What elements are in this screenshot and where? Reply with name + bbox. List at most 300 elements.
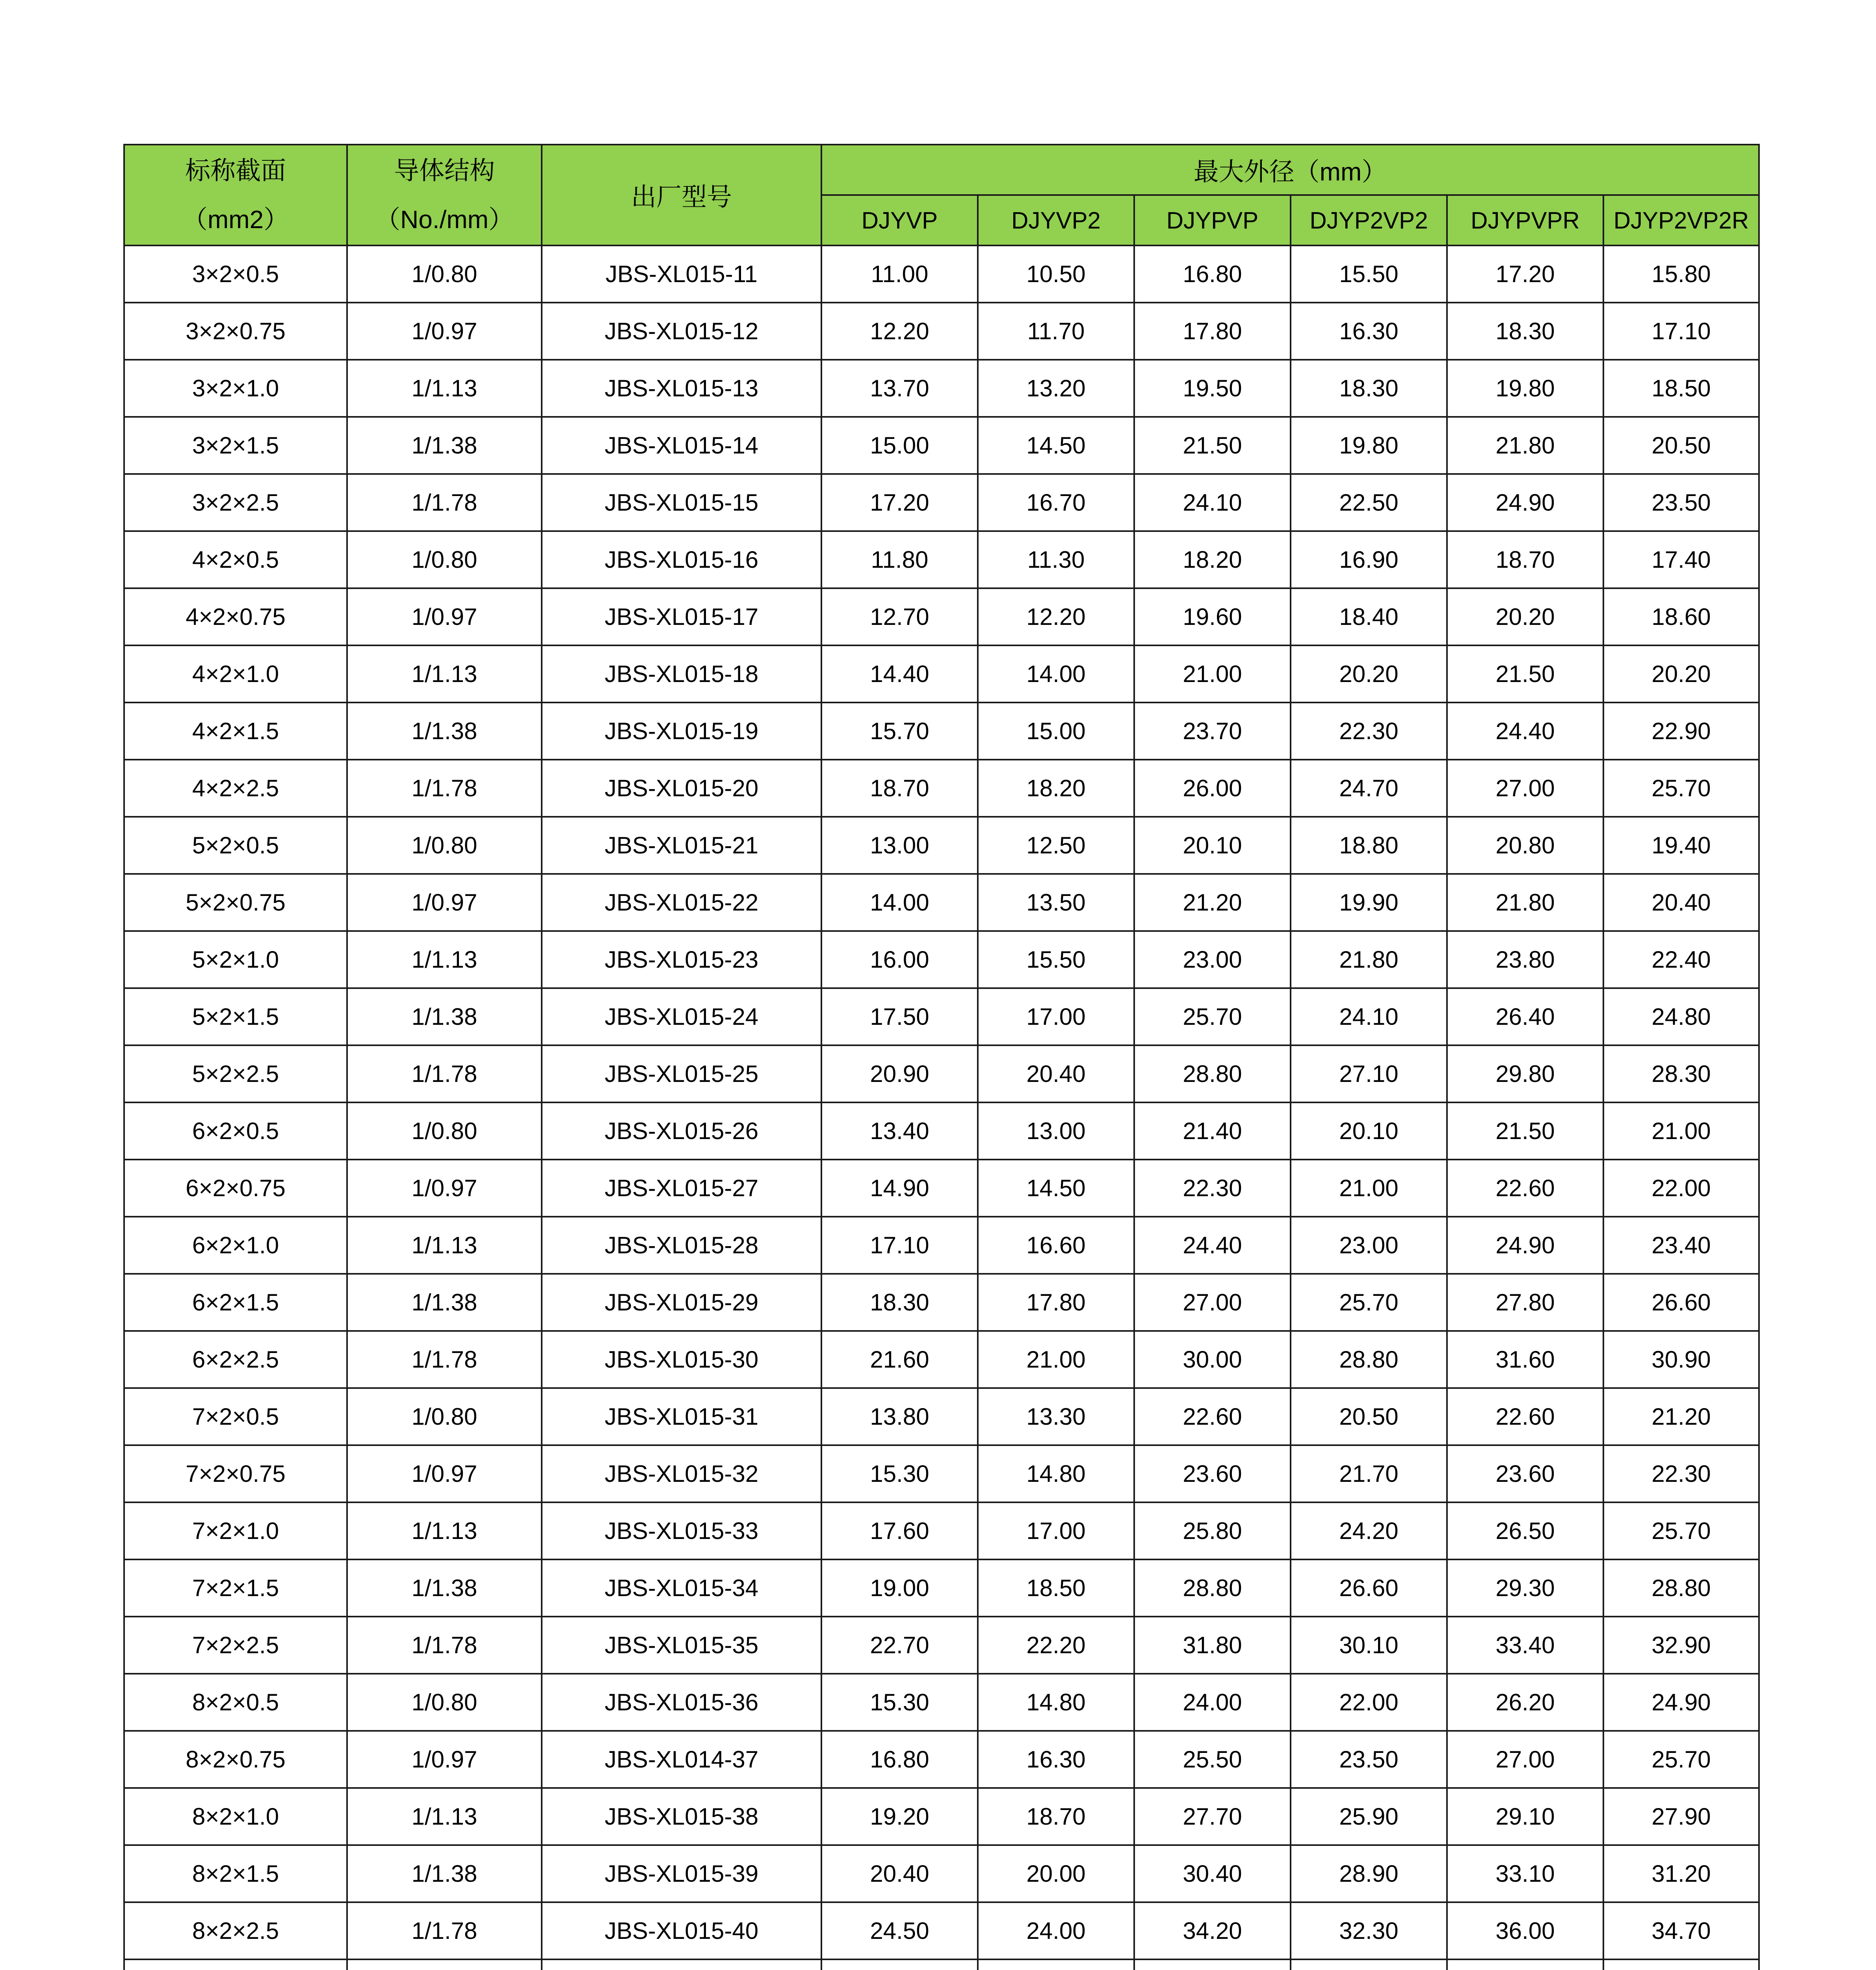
cell-djyp2vp2r: 25.70 xyxy=(1603,1502,1759,1559)
cell-djypvpr: 26.40 xyxy=(1447,988,1603,1045)
cell-djyvp: 12.70 xyxy=(821,588,978,645)
cell-djypvp: 22.60 xyxy=(1134,1388,1291,1445)
cell-djypvp: 17.80 xyxy=(1134,303,1291,360)
cell-djypvpr: 24.90 xyxy=(1447,474,1603,531)
cell-djyp2vp2r: 18.60 xyxy=(1603,588,1759,645)
cell-nominal-section: 7×2×1.5 xyxy=(124,1559,347,1617)
cell-nominal-section: 4×2×0.75 xyxy=(124,588,347,645)
cell-conductor-structure: 1/1.13 xyxy=(347,1502,542,1559)
cell-djyp2vp2r: 18.50 xyxy=(1603,360,1759,417)
table-row xyxy=(124,1102,1759,1160)
cell-factory-model: JBS-XL015-39 xyxy=(542,1845,821,1902)
header-nominal-section xyxy=(124,145,347,245)
cell-djyp2vp2r: 27.90 xyxy=(1603,1788,1759,1845)
cell-nominal-section: 3×2×2.5 xyxy=(124,474,347,531)
cell-factory-model: JBS-XL015-33 xyxy=(542,1502,821,1559)
cell-djyp2vp2r: 28.80 xyxy=(1603,1559,1759,1617)
cell-djyvp2: 18.70 xyxy=(978,1788,1134,1845)
cell-nominal-section: 5×2×0.5 xyxy=(124,817,347,874)
cell-djyvp: 18.30 xyxy=(821,1274,978,1331)
cell-djyvp2: 14.80 xyxy=(978,1674,1134,1731)
cell-nominal-section: 5×2×0.75 xyxy=(124,874,347,931)
table-row xyxy=(124,1959,1759,1970)
cell-factory-model: JBS-XL015-14 xyxy=(542,417,821,474)
cell-djypvp: 25.80 xyxy=(1134,1502,1291,1559)
cell-djyvp2: 11.30 xyxy=(978,531,1134,588)
cell-conductor-structure: 1/0.80 xyxy=(347,1388,542,1445)
table-row xyxy=(124,1559,1759,1617)
cell-djyvp2: 20.00 xyxy=(978,1845,1134,1902)
cell-djypvpr: 27.00 xyxy=(1447,1731,1603,1788)
table-row xyxy=(124,703,1759,760)
cell-djyp2vp2r xyxy=(1603,1959,1759,1970)
cell-djyp2vp2: 22.30 xyxy=(1291,703,1447,760)
cell-factory-model: JBS-XL015-35 xyxy=(542,1617,821,1674)
cell-djyp2vp2r: 25.70 xyxy=(1603,1731,1759,1788)
cell-djypvp: 34.20 xyxy=(1134,1902,1291,1959)
cell-djypvp: 20.10 xyxy=(1134,817,1291,874)
cell-djyp2vp2r: 20.20 xyxy=(1603,645,1759,703)
cell-djyp2vp2: 24.10 xyxy=(1291,988,1447,1045)
header-max-outer-diameter: 最大外径（mm） xyxy=(821,145,1759,195)
cell-djypvp: 21.20 xyxy=(1134,874,1291,931)
cell-factory-model: JBS-XL015-21 xyxy=(542,817,821,874)
cell-djyp2vp2r: 20.50 xyxy=(1603,417,1759,474)
table-row xyxy=(124,1617,1759,1674)
cell-djyvp2: 13.00 xyxy=(978,1102,1134,1160)
table-row xyxy=(124,1845,1759,1902)
cell-conductor-structure: 1/1.78 xyxy=(347,1045,542,1102)
cell-djyvp2: 21.00 xyxy=(978,1331,1134,1388)
cell-conductor-structure: 1/0.97 xyxy=(347,588,542,645)
cell-djyvp2: 12.20 xyxy=(978,588,1134,645)
cell-djyvp2: 14.50 xyxy=(978,417,1134,474)
cell-conductor-structure: 1/0.97 xyxy=(347,1731,542,1788)
cell-nominal-section: 4×2×0.5 xyxy=(124,531,347,588)
cell-djypvpr: 24.90 xyxy=(1447,1217,1603,1274)
cell-djyvp2: 13.20 xyxy=(978,360,1134,417)
cell-djypvpr: 22.60 xyxy=(1447,1388,1603,1445)
cell-djyp2vp2r: 23.50 xyxy=(1603,474,1759,531)
cell-factory-model: JBS-XL015-26 xyxy=(542,1102,821,1160)
cell-djyp2vp2: 25.70 xyxy=(1291,1274,1447,1331)
cell-djypvpr: 18.70 xyxy=(1447,531,1603,588)
header-sub-model: DJYP2VP2R xyxy=(1603,195,1759,245)
cell-djypvp: 16.80 xyxy=(1134,245,1291,303)
cell-djyp2vp2: 30.10 xyxy=(1291,1617,1447,1674)
cell-conductor-structure: 1/1.13 xyxy=(347,645,542,703)
cell-djypvpr: 22.60 xyxy=(1447,1160,1603,1217)
cell-djypvp: 27.00 xyxy=(1134,1274,1291,1331)
cell-djyp2vp2: 27.10 xyxy=(1291,1045,1447,1102)
cell-djyp2vp2r: 22.00 xyxy=(1603,1160,1759,1217)
cell-djypvp: 30.00 xyxy=(1134,1331,1291,1388)
cell-djyvp2: 17.80 xyxy=(978,1274,1134,1331)
header-sub-model: DJYVP2 xyxy=(978,195,1134,245)
cell-conductor-structure: 1/1.13 xyxy=(347,360,542,417)
table-row xyxy=(124,760,1759,817)
cell-djypvpr xyxy=(1447,1959,1603,1970)
table-row xyxy=(124,1445,1759,1502)
cell-nominal-section: 3×2×0.75 xyxy=(124,303,347,360)
cell-conductor-structure: 1/1.13 xyxy=(347,931,542,988)
cell-factory-model: JBS-XL015-15 xyxy=(542,474,821,531)
cell-djypvpr: 27.80 xyxy=(1447,1274,1603,1331)
table-row xyxy=(124,245,1759,303)
cell-conductor-structure: 1/1.38 xyxy=(347,417,542,474)
cell-djyvp: 11.00 xyxy=(821,245,978,303)
table-header xyxy=(124,145,1759,245)
cell-djyp2vp2: 28.80 xyxy=(1291,1331,1447,1388)
cell-nominal-section: 8×2×2.5 xyxy=(124,1902,347,1959)
cell-djyvp: 13.80 xyxy=(821,1388,978,1445)
cell-factory-model: JBS-XL015-29 xyxy=(542,1274,821,1331)
cell-djyvp2: 15.50 xyxy=(978,931,1134,988)
table-row xyxy=(124,1331,1759,1388)
cell-factory-model: JBS-XL015-25 xyxy=(542,1045,821,1102)
cell-djyp2vp2: 28.90 xyxy=(1291,1845,1447,1902)
cell-nominal-section: 7×2×2.5 xyxy=(124,1617,347,1674)
cell-conductor-structure: 1/1.38 xyxy=(347,1845,542,1902)
cell-nominal-section: 7×2×0.5 xyxy=(124,1388,347,1445)
cell-conductor-structure xyxy=(347,1959,542,1970)
cell-djyvp: 17.20 xyxy=(821,474,978,531)
cell-djyvp2: 14.80 xyxy=(978,1445,1134,1502)
cell-conductor-structure: 1/1.78 xyxy=(347,1617,542,1674)
cell-factory-model: JBS-XL015-30 xyxy=(542,1331,821,1388)
table-row xyxy=(124,303,1759,360)
table-row xyxy=(124,1217,1759,1274)
cell-nominal-section: 6×2×1.0 xyxy=(124,1217,347,1274)
cell-djyvp: 15.30 xyxy=(821,1445,978,1502)
cell-djyvp: 16.80 xyxy=(821,1731,978,1788)
cell-djyp2vp2: 26.60 xyxy=(1291,1559,1447,1617)
cell-djypvpr: 33.10 xyxy=(1447,1845,1603,1902)
table-row xyxy=(124,474,1759,531)
cell-factory-model: JBS-XL015-28 xyxy=(542,1217,821,1274)
cell-factory-model: JBS-XL015-36 xyxy=(542,1674,821,1731)
cell-nominal-section: 5×2×1.0 xyxy=(124,931,347,988)
cell-djyp2vp2r: 23.40 xyxy=(1603,1217,1759,1274)
table-body xyxy=(124,245,1759,1970)
cell-djypvpr: 20.80 xyxy=(1447,817,1603,874)
cell-djypvp: 19.60 xyxy=(1134,588,1291,645)
cell-djypvp: 30.40 xyxy=(1134,1845,1291,1902)
cell-nominal-section: 8×2×0.75 xyxy=(124,1731,347,1788)
cell-djypvp: 23.00 xyxy=(1134,931,1291,988)
cell-nominal-section: 5×2×1.5 xyxy=(124,988,347,1045)
cell-djypvpr: 26.50 xyxy=(1447,1502,1603,1559)
cell-factory-model: JBS-XL015-32 xyxy=(542,1445,821,1502)
header-sub-model: DJYP2VP2 xyxy=(1291,195,1447,245)
cell-djyvp2: 13.30 xyxy=(978,1388,1134,1445)
cell-djypvp: 21.50 xyxy=(1134,417,1291,474)
cable-spec-table xyxy=(123,144,1760,1970)
cell-djypvpr: 27.00 xyxy=(1447,760,1603,817)
cell-djyp2vp2r: 24.90 xyxy=(1603,1674,1759,1731)
table-row xyxy=(124,360,1759,417)
cell-nominal-section xyxy=(124,1959,347,1970)
cell-factory-model xyxy=(542,1959,821,1970)
cell-djyp2vp2: 24.20 xyxy=(1291,1502,1447,1559)
cell-djyp2vp2r: 20.40 xyxy=(1603,874,1759,931)
cell-factory-model: JBS-XL015-19 xyxy=(542,703,821,760)
cell-nominal-section: 5×2×2.5 xyxy=(124,1045,347,1102)
cell-djyp2vp2r: 21.00 xyxy=(1603,1102,1759,1160)
cell-djypvp: 21.40 xyxy=(1134,1102,1291,1160)
cell-djyvp2: 16.60 xyxy=(978,1217,1134,1274)
cell-djypvpr: 29.10 xyxy=(1447,1788,1603,1845)
cell-conductor-structure: 1/1.78 xyxy=(347,1331,542,1388)
cell-djyp2vp2: 32.30 xyxy=(1291,1902,1447,1959)
cell-djypvp: 24.40 xyxy=(1134,1217,1291,1274)
cell-djypvpr: 23.80 xyxy=(1447,931,1603,988)
cell-conductor-structure: 1/1.38 xyxy=(347,1274,542,1331)
table-row xyxy=(124,931,1759,988)
cell-djyp2vp2: 23.50 xyxy=(1291,1731,1447,1788)
cell-djypvp: 23.60 xyxy=(1134,1445,1291,1502)
cell-djyvp2: 11.70 xyxy=(978,303,1134,360)
cell-nominal-section: 8×2×1.0 xyxy=(124,1788,347,1845)
cell-djypvp: 26.00 xyxy=(1134,760,1291,817)
cell-djypvp xyxy=(1134,1959,1291,1970)
cell-djyvp2: 14.00 xyxy=(978,645,1134,703)
cell-conductor-structure: 1/0.80 xyxy=(347,1674,542,1731)
cell-djypvp: 22.30 xyxy=(1134,1160,1291,1217)
cell-factory-model: JBS-XL015-40 xyxy=(542,1902,821,1959)
cell-djyvp: 16.00 xyxy=(821,931,978,988)
cell-djyp2vp2: 22.50 xyxy=(1291,474,1447,531)
cell-conductor-structure: 1/1.13 xyxy=(347,1217,542,1274)
table-row xyxy=(124,1902,1759,1959)
table-row xyxy=(124,1674,1759,1731)
cell-djyvp2: 16.30 xyxy=(978,1731,1134,1788)
cell-nominal-section: 8×2×0.5 xyxy=(124,1674,347,1731)
cell-djypvp: 24.10 xyxy=(1134,474,1291,531)
cell-djyvp: 13.40 xyxy=(821,1102,978,1160)
header-nominal-section-title: 标称截面 xyxy=(185,156,286,185)
cell-djypvp: 27.70 xyxy=(1134,1788,1291,1845)
cell-nominal-section: 7×2×0.75 xyxy=(124,1445,347,1502)
cell-factory-model: JBS-XL015-11 xyxy=(542,245,821,303)
cell-djyvp2: 10.50 xyxy=(978,245,1134,303)
cell-nominal-section: 3×2×0.5 xyxy=(124,245,347,303)
header-sub-model: DJYPVP xyxy=(1134,195,1291,245)
table-row xyxy=(124,988,1759,1045)
cell-djypvpr: 26.20 xyxy=(1447,1674,1603,1731)
cell-djyp2vp2: 23.00 xyxy=(1291,1217,1447,1274)
cell-djyp2vp2: 24.70 xyxy=(1291,760,1447,817)
cell-djyp2vp2: 16.30 xyxy=(1291,303,1447,360)
cell-djypvpr: 36.00 xyxy=(1447,1902,1603,1959)
cell-djyp2vp2: 20.10 xyxy=(1291,1102,1447,1160)
table-row xyxy=(124,817,1759,874)
table-row xyxy=(124,417,1759,474)
cell-djypvpr: 21.50 xyxy=(1447,1102,1603,1160)
cell-nominal-section: 6×2×2.5 xyxy=(124,1331,347,1388)
cell-djyp2vp2: 19.80 xyxy=(1291,417,1447,474)
cell-factory-model: JBS-XL015-12 xyxy=(542,303,821,360)
cell-djypvpr: 23.60 xyxy=(1447,1445,1603,1502)
cell-conductor-structure: 1/1.78 xyxy=(347,760,542,817)
cell-djypvpr: 17.20 xyxy=(1447,245,1603,303)
cell-conductor-structure: 1/0.80 xyxy=(347,245,542,303)
cell-djyvp: 20.40 xyxy=(821,1845,978,1902)
table-row xyxy=(124,531,1759,588)
cell-nominal-section: 7×2×1.0 xyxy=(124,1502,347,1559)
table-row xyxy=(124,1388,1759,1445)
header-conductor-structure-title: 导体结构 xyxy=(394,156,495,185)
table-row xyxy=(124,1045,1759,1102)
header-sub-model: DJYVP xyxy=(821,195,978,245)
cell-djyvp: 17.50 xyxy=(821,988,978,1045)
cell-djyvp: 14.90 xyxy=(821,1160,978,1217)
cell-factory-model: JBS-XL015-13 xyxy=(542,360,821,417)
cell-conductor-structure: 1/0.80 xyxy=(347,1102,542,1160)
cell-djyp2vp2r: 22.90 xyxy=(1603,703,1759,760)
cell-djyp2vp2: 20.20 xyxy=(1291,645,1447,703)
cell-djyvp2: 17.00 xyxy=(978,1502,1134,1559)
cell-conductor-structure: 1/0.80 xyxy=(347,531,542,588)
cell-conductor-structure: 1/0.97 xyxy=(347,303,542,360)
cell-djypvp: 23.70 xyxy=(1134,703,1291,760)
cell-djyp2vp2: 21.80 xyxy=(1291,931,1447,988)
cell-djyp2vp2r: 28.30 xyxy=(1603,1045,1759,1102)
cell-djyvp xyxy=(821,1959,978,1970)
cell-conductor-structure: 1/1.38 xyxy=(347,703,542,760)
cell-djyvp: 11.80 xyxy=(821,531,978,588)
cell-djyvp2: 12.50 xyxy=(978,817,1134,874)
cell-djyvp: 22.70 xyxy=(821,1617,978,1674)
cell-djypvp: 19.50 xyxy=(1134,360,1291,417)
cell-djyvp: 14.40 xyxy=(821,645,978,703)
cell-djyvp2: 22.20 xyxy=(978,1617,1134,1674)
cell-djypvpr: 21.80 xyxy=(1447,874,1603,931)
cell-djyp2vp2r: 26.60 xyxy=(1603,1274,1759,1331)
cell-djyp2vp2: 16.90 xyxy=(1291,531,1447,588)
cell-djyp2vp2: 15.50 xyxy=(1291,245,1447,303)
cell-djyvp: 19.00 xyxy=(821,1559,978,1617)
cell-djyp2vp2 xyxy=(1291,1959,1447,1970)
cell-djyvp2: 14.50 xyxy=(978,1160,1134,1217)
cell-factory-model: JBS-XL015-38 xyxy=(542,1788,821,1845)
cell-djyp2vp2: 20.50 xyxy=(1291,1388,1447,1445)
cell-conductor-structure: 1/1.78 xyxy=(347,1902,542,1959)
cell-djypvp: 31.80 xyxy=(1134,1617,1291,1674)
cell-djypvpr: 33.40 xyxy=(1447,1617,1603,1674)
cell-djyvp: 15.70 xyxy=(821,703,978,760)
table-row xyxy=(124,1788,1759,1845)
cell-djyvp: 18.70 xyxy=(821,760,978,817)
cell-conductor-structure: 1/0.97 xyxy=(347,874,542,931)
cell-djyvp2: 18.20 xyxy=(978,760,1134,817)
cell-djyvp2 xyxy=(978,1959,1134,1970)
cell-djypvp: 28.80 xyxy=(1134,1559,1291,1617)
cell-djypvpr: 20.20 xyxy=(1447,588,1603,645)
cell-djypvpr: 19.80 xyxy=(1447,360,1603,417)
cell-nominal-section: 8×2×1.5 xyxy=(124,1845,347,1902)
cell-djyp2vp2: 19.90 xyxy=(1291,874,1447,931)
cell-conductor-structure: 1/0.97 xyxy=(347,1445,542,1502)
cell-djyvp: 13.70 xyxy=(821,360,978,417)
cell-djypvp: 25.50 xyxy=(1134,1731,1291,1788)
cell-conductor-structure: 1/1.78 xyxy=(347,474,542,531)
cell-djypvp: 28.80 xyxy=(1134,1045,1291,1102)
cell-factory-model: JBS-XL015-16 xyxy=(542,531,821,588)
cell-factory-model: JBS-XL014-37 xyxy=(542,1731,821,1788)
cell-djyvp2: 16.70 xyxy=(978,474,1134,531)
cell-djyvp: 17.10 xyxy=(821,1217,978,1274)
cell-djyp2vp2: 18.80 xyxy=(1291,817,1447,874)
cell-factory-model: JBS-XL015-23 xyxy=(542,931,821,988)
cell-factory-model: JBS-XL015-22 xyxy=(542,874,821,931)
table-row xyxy=(124,1274,1759,1331)
cell-djyp2vp2r: 22.30 xyxy=(1603,1445,1759,1502)
cell-nominal-section: 4×2×1.5 xyxy=(124,703,347,760)
cell-nominal-section: 6×2×0.5 xyxy=(124,1102,347,1160)
cell-djypvp: 18.20 xyxy=(1134,531,1291,588)
cell-nominal-section: 6×2×1.5 xyxy=(124,1274,347,1331)
table-row xyxy=(124,1160,1759,1217)
cell-djypvpr: 24.40 xyxy=(1447,703,1603,760)
cell-nominal-section: 6×2×0.75 xyxy=(124,1160,347,1217)
cell-djypvpr: 21.80 xyxy=(1447,417,1603,474)
cell-djyp2vp2: 21.70 xyxy=(1291,1445,1447,1502)
cell-factory-model: JBS-XL015-24 xyxy=(542,988,821,1045)
header-nominal-section-unit: （mm2） xyxy=(182,205,289,234)
cell-djyp2vp2: 21.00 xyxy=(1291,1160,1447,1217)
cell-djyvp: 15.30 xyxy=(821,1674,978,1731)
cell-nominal-section: 3×2×1.5 xyxy=(124,417,347,474)
table-row xyxy=(124,1502,1759,1559)
table-row xyxy=(124,588,1759,645)
cell-djyvp: 13.00 xyxy=(821,817,978,874)
cell-djyvp: 14.00 xyxy=(821,874,978,931)
cell-djyp2vp2r: 25.70 xyxy=(1603,760,1759,817)
cell-conductor-structure: 1/0.80 xyxy=(347,817,542,874)
cell-djypvp: 21.00 xyxy=(1134,645,1291,703)
cell-djyp2vp2r: 22.40 xyxy=(1603,931,1759,988)
cell-djyvp: 24.50 xyxy=(821,1902,978,1959)
cell-factory-model: JBS-XL015-31 xyxy=(542,1388,821,1445)
cell-factory-model: JBS-XL015-20 xyxy=(542,760,821,817)
cell-djypvpr: 18.30 xyxy=(1447,303,1603,360)
cell-djypvpr: 29.30 xyxy=(1447,1559,1603,1617)
cell-djyvp: 20.90 xyxy=(821,1045,978,1102)
cell-djyp2vp2r: 24.80 xyxy=(1603,988,1759,1045)
header-factory-model: 出厂型号 xyxy=(542,145,821,245)
header-sub-model: DJYPVPR xyxy=(1447,195,1603,245)
cell-djyp2vp2: 18.30 xyxy=(1291,360,1447,417)
cell-djypvpr: 29.80 xyxy=(1447,1045,1603,1102)
cell-djyvp: 15.00 xyxy=(821,417,978,474)
cell-djyp2vp2r: 30.90 xyxy=(1603,1331,1759,1388)
cell-factory-model: JBS-XL015-18 xyxy=(542,645,821,703)
cell-djyvp: 12.20 xyxy=(821,303,978,360)
cell-djyvp2: 24.00 xyxy=(978,1902,1134,1959)
cell-nominal-section: 4×2×1.0 xyxy=(124,645,347,703)
cell-djyp2vp2r: 34.70 xyxy=(1603,1902,1759,1959)
cell-djyp2vp2r: 15.80 xyxy=(1603,245,1759,303)
cell-djypvpr: 21.50 xyxy=(1447,645,1603,703)
cell-djyp2vp2r: 32.90 xyxy=(1603,1617,1759,1674)
cell-djyvp2: 17.00 xyxy=(978,988,1134,1045)
cell-djyvp2: 20.40 xyxy=(978,1045,1134,1102)
cell-conductor-structure: 1/1.13 xyxy=(347,1788,542,1845)
cell-djyp2vp2r: 17.40 xyxy=(1603,531,1759,588)
cell-djyp2vp2r: 19.40 xyxy=(1603,817,1759,874)
cell-factory-model: JBS-XL015-27 xyxy=(542,1160,821,1217)
